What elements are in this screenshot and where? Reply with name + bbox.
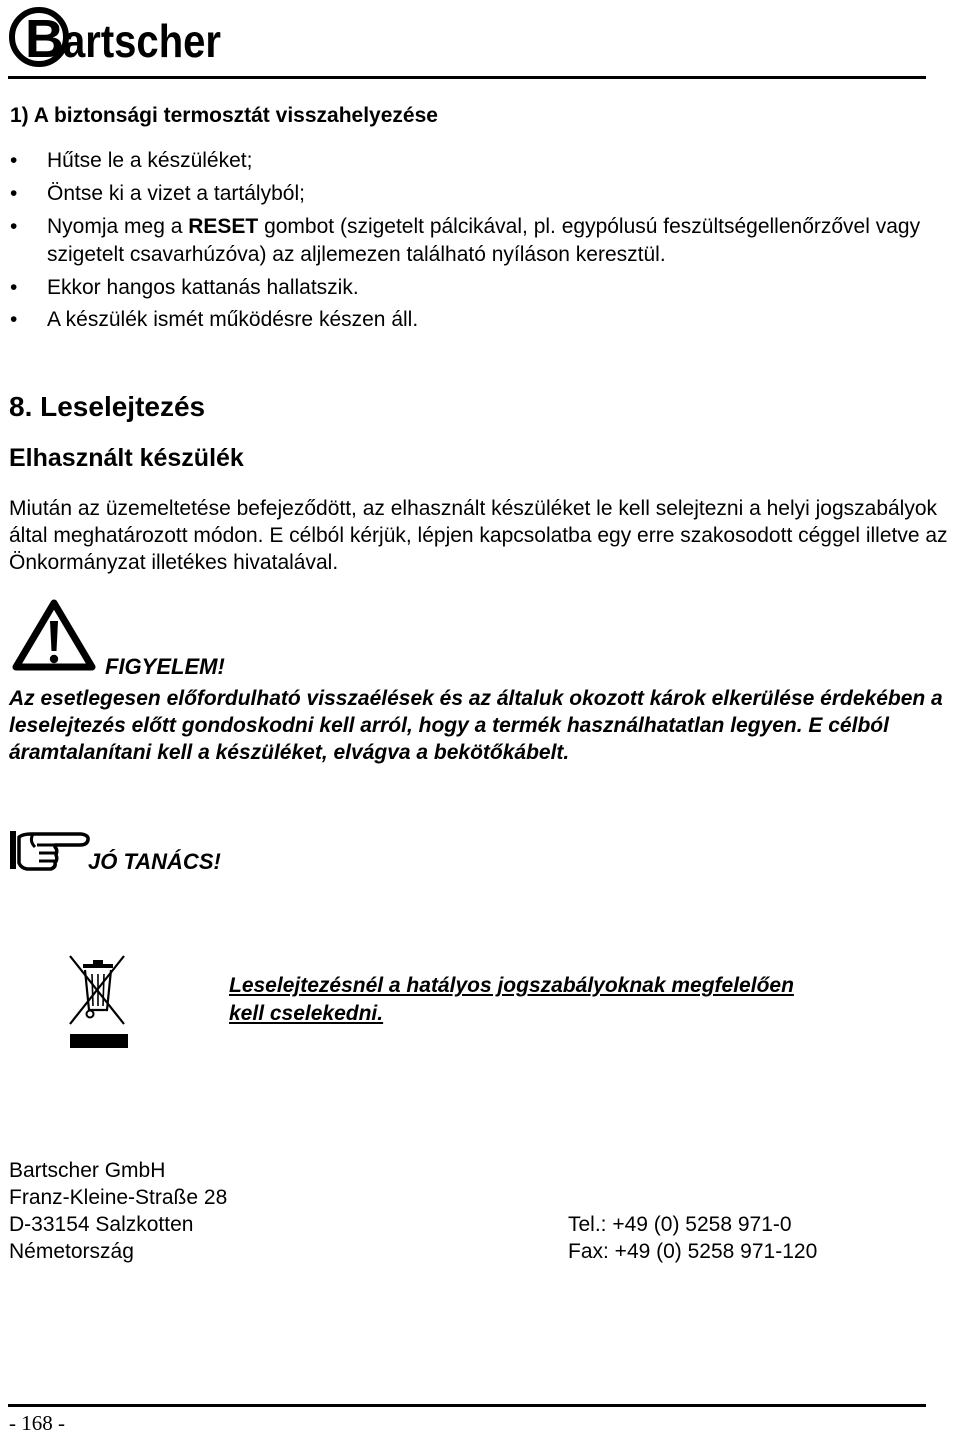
warning-label: FIGYELEM! [105, 654, 225, 679]
footer-rule [8, 1404, 926, 1407]
reset-keyword: RESET [188, 215, 259, 238]
header-rule [8, 76, 926, 79]
bullet-icon: • [10, 308, 18, 331]
company-city: D-33154 Salzkotten [9, 1213, 194, 1236]
list-item [10, 180, 960, 208]
tip-label: JÓ TANÁCS! [88, 849, 221, 874]
warning-body: Az esetlegesen előfordulható visszaélések és az általuk okozott károk elkerülése érdekében a leselejtezés előtt gondoskodni kell arról, hogy a termék használhatatlan legyen. E célból áramtalanítani kell a készüléket, elvágva a bekötőkábelt. [9, 687, 943, 764]
reset-heading: 1) A biztonsági termosztát visszahelyezése [10, 104, 438, 127]
step-text-after: gombot (szigetelt pálcikával, pl. egypólusú feszültségellenőrzővel vagy szigetelt csavarhúzóva) az aljlemezen található nyíláson keresztül. [47, 215, 921, 266]
crossed-out-wheelie-bin-icon [62, 950, 132, 1050]
step-text: Öntse ki a vizet a tartályból; [47, 182, 305, 205]
section-body: Miután az üzemeltetése befejeződött, az elhasznált készüléket le kell selejtezni a helyi jogszabályok által meghatározott módon. E célból kérjük, lépjen kapcsolatba egy erre szakosodott céggel illetve az Önkormányzat illetékes hivatalával. [9, 497, 948, 574]
step-text: Ekkor hangos kattanás hallatszik. [47, 276, 359, 299]
step-text: A készülék ismét működésre készen áll. [47, 308, 419, 331]
logo-letter-b: B [25, 9, 64, 69]
pointing-hand-icon [9, 825, 91, 871]
company-phone: Tel.: +49 (0) 5258 971-0 [568, 1213, 792, 1236]
company-fax: Fax: +49 (0) 5258 971-120 [568, 1240, 818, 1263]
list-item [10, 213, 960, 269]
section-title: 8. Leselejtezés [9, 391, 206, 422]
warning-triangle-icon [12, 599, 96, 673]
company-address [9, 1157, 227, 1265]
list-item [10, 306, 960, 334]
bartscher-logo [8, 4, 224, 70]
list-item [10, 274, 960, 302]
step-text: Hűtse le a készüléket; [47, 149, 253, 172]
section-subtitle: Elhasznált készülék [9, 444, 244, 472]
bullet-icon: • [10, 215, 18, 238]
company-country: Németország [9, 1240, 134, 1263]
logo-wordmark: artscher [63, 15, 222, 67]
reset-steps-list [10, 147, 960, 339]
company-street: Franz-Kleine-Straße 28 [9, 1186, 228, 1209]
bullet-icon: • [10, 182, 18, 205]
list-item [10, 147, 960, 175]
step-text-before: Nyomja meg a [47, 215, 189, 238]
bullet-icon: • [10, 276, 18, 299]
company-name: Bartscher GmbH [9, 1159, 166, 1182]
page-number: - 168 - [9, 1411, 65, 1435]
disposal-note: Leselejtezésnél a hatályos jogszabályoknak megfelelően kell cselekedni. [229, 974, 794, 1025]
company-contact [568, 1211, 817, 1265]
bullet-icon: • [10, 149, 18, 172]
